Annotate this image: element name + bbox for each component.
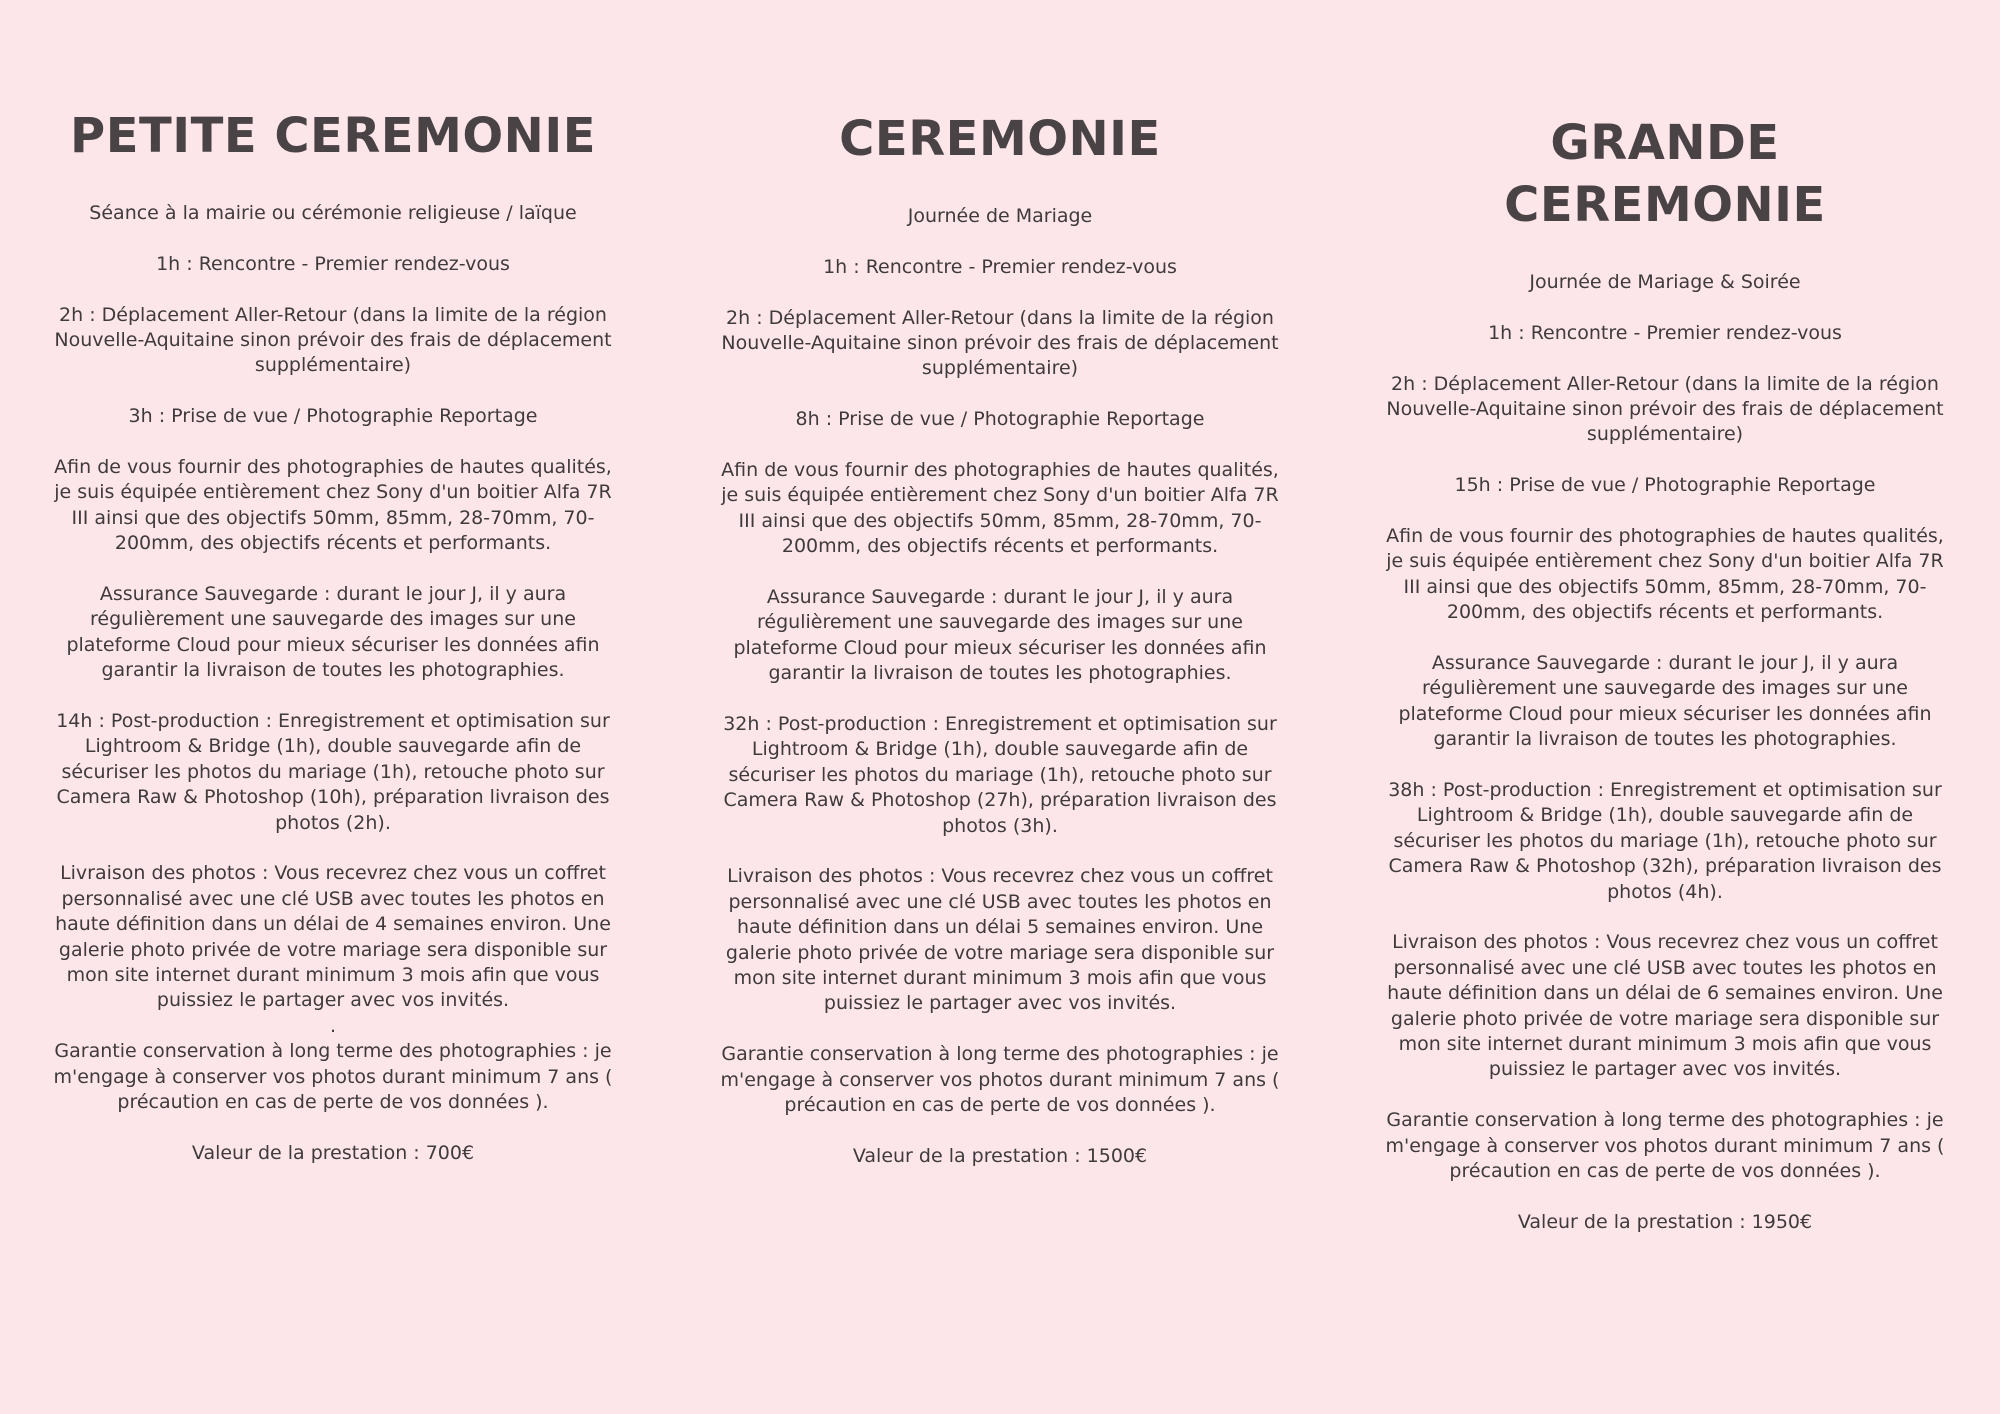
delivery-paragraph: Livraison des photos : Vous recevrez chez vous un coffret personnalisé avec une clé USB avec toutes les photos en haute définition dans un délai 5 semaines environ. Une galerie photo privée de votre mariage sera disponible sur mon site internet durant minimum 3 mois afin que vous puissiez le partager avec vos invités. <box>725 865 1275 1015</box>
post-production-paragraph: 32h : Post-production : Enregistrement et optimisation sur Lightroom & Bridge (1h), double sauvegarde afin de sécuriser les photos du mariage (1h), retouche photo sur Camera Raw & Photoshop (27h), préparation livraison des photos (3h). <box>723 713 1277 837</box>
retention-paragraph: Garantie conservation à long terme des photographies : je m'engage à conserver vos photos durant minimum 7 ans ( précaution en cas de perte de vos données ). <box>53 1040 613 1114</box>
retention-paragraph: Garantie conservation à long terme des photographies : je m'engage à conserver vos photos durant minimum 7 ans ( précaution en cas de perte de vos données ). <box>1385 1109 1945 1183</box>
package-petite-ceremonie <box>53 105 613 1166</box>
package-title: CEREMONIE <box>839 111 1161 167</box>
travel-line: 2h : Déplacement Aller-Retour (dans la limite de la région Nouvelle-Aquitaine sinon prévoir des frais de déplacement supplémentaire) <box>721 306 1279 380</box>
package-occasion: Journée de Mariage <box>907 205 1093 227</box>
meeting-line: 1h : Rencontre - Premier rendez-vous <box>156 252 510 275</box>
equipment-paragraph: Afin de vous fournir des photographies de hautes qualités, je suis équipée entièrement chez Sony d'un boitier Alfa 7R III ainsi que des objectifs 50mm, 85mm, 28-70mm, 70-200mm, des objectifs récents et performants. <box>721 459 1279 558</box>
package-price: Valeur de la prestation : 1500€ <box>852 1144 1148 1167</box>
retention-paragraph: Garantie conservation à long terme des photographies : je m'engage à conserver vos photos durant minimum 7 ans ( précaution en cas de perte de vos données ). <box>720 1043 1280 1117</box>
post-production-paragraph: 38h : Post-production : Enregistrement et optimisation sur Lightroom & Bridge (1h), double sauvegarde afin de sécuriser les photos du mariage (1h), retouche photo sur Camera Raw & Photoshop (32h), préparation livraison des photos (4h). <box>1388 779 1942 903</box>
package-title: GRANDE CEREMONIE <box>1504 115 1826 233</box>
equipment-paragraph: Afin de vous fournir des photographies de hautes qualités, je suis équipée entièrement chez Sony d'un boitier Alfa 7R III ainsi que des objectifs 50mm, 85mm, 28-70mm, 70-200mm, des objectifs récents et performants. <box>54 456 612 555</box>
meeting-line: 1h : Rencontre - Premier rendez-vous <box>823 255 1177 278</box>
backup-paragraph: Assurance Sauvegarde : durant le jour J, il y aura régulièrement une sauvegarde des images sur une plateforme Cloud pour mieux sécuriser les données afin garantir la livraison de toutes les photographies. <box>733 586 1267 685</box>
package-occasion: Séance à la mairie ou cérémonie religieuse / laïque <box>89 202 577 224</box>
package-price: Valeur de la prestation : 700€ <box>191 1141 475 1164</box>
package-ceremonie <box>720 108 1280 1169</box>
equipment-paragraph: Afin de vous fournir des photographies de hautes qualités, je suis équipée entièrement chez Sony d'un boitier Alfa 7R III ainsi que des objectifs 50mm, 85mm, 28-70mm, 70-200mm, des objectifs récents et performants. <box>1386 525 1944 624</box>
package-occasion: Journée de Mariage & Soirée <box>1529 271 1801 293</box>
package-description <box>53 201 613 1166</box>
delivery-paragraph: Livraison des photos : Vous recevrez chez vous un coffret personnalisé avec une clé USB avec toutes les photos en haute définition dans un délai de 6 semaines environ. Une galerie photo privée de votre mariage sera disponible sur mon site internet durant minimum 3 mois afin que vous puissiez le partager avec vos invités. <box>1387 931 1943 1081</box>
package-description <box>1385 270 1945 1235</box>
shooting-line: 3h : Prise de vue / Photographie Reportage <box>128 405 538 428</box>
backup-paragraph: Assurance Sauvegarde : durant le jour J, il y aura régulièrement une sauvegarde des images sur une plateforme Cloud pour mieux sécuriser les données afin garantir la livraison de toutes les photographies. <box>1398 652 1932 751</box>
shooting-line: 15h : Prise de vue / Photographie Reportage <box>1454 474 1876 497</box>
travel-line: 2h : Déplacement Aller-Retour (dans la limite de la région Nouvelle-Aquitaine sinon prévoir des frais de déplacement supplémentaire) <box>1386 372 1944 446</box>
stray-dot: . <box>329 1014 337 1037</box>
package-price: Valeur de la prestation : 1950€ <box>1517 1210 1813 1233</box>
post-production-paragraph: 14h : Post-production : Enregistrement et optimisation sur Lightroom & Bridge (1h), double sauvegarde afin de sécuriser les photos du mariage (1h), retouche photo sur Camera Raw & Photoshop (10h), préparation livraison des photos (2h). <box>56 710 610 834</box>
delivery-paragraph: Livraison des photos : Vous recevrez chez vous un coffret personnalisé avec une clé USB avec toutes les photos en haute définition dans un délai de 4 semaines environ. Une galerie photo privée de votre mariage sera disponible sur mon site internet durant minimum 3 mois afin que vous puissiez le partager avec vos invités. <box>55 862 611 1012</box>
travel-line: 2h : Déplacement Aller-Retour (dans la limite de la région Nouvelle-Aquitaine sinon prévoir des frais de déplacement supplémentaire) <box>54 303 612 377</box>
shooting-line: 8h : Prise de vue / Photographie Reportage <box>795 408 1205 431</box>
package-grande-ceremonie <box>1385 112 1945 1235</box>
backup-paragraph: Assurance Sauvegarde : durant le jour J, il y aura régulièrement une sauvegarde des images sur une plateforme Cloud pour mieux sécuriser les données afin garantir la livraison de toutes les photographies. <box>66 583 600 682</box>
package-title: PETITE CEREMONIE <box>70 108 596 164</box>
package-description <box>720 204 1280 1169</box>
meeting-line: 1h : Rencontre - Premier rendez-vous <box>1488 321 1842 344</box>
